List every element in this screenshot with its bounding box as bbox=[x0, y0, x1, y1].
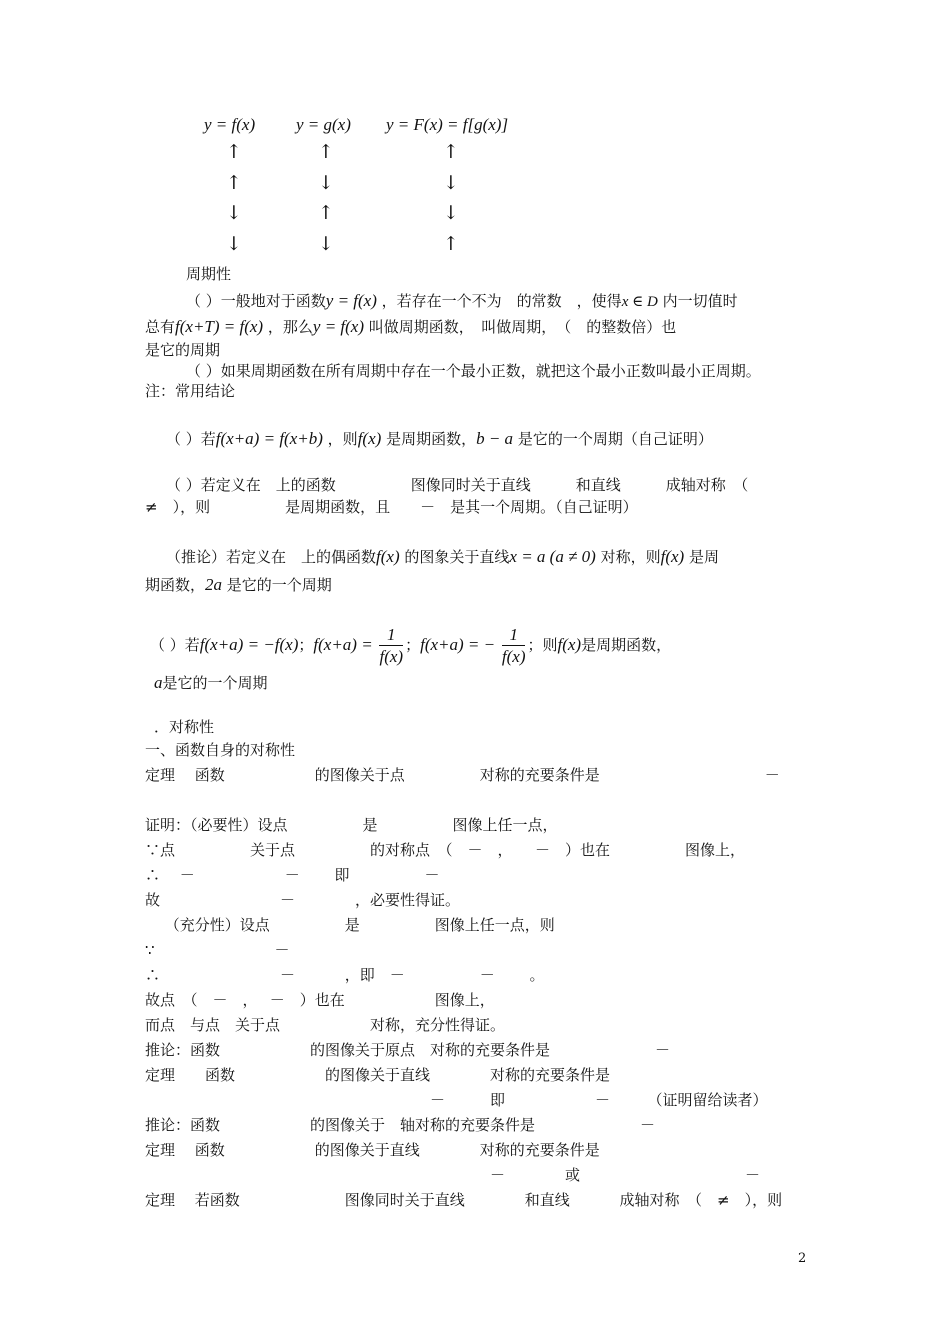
fraction bbox=[379, 625, 403, 668]
table-header-g: y = g(x) bbox=[296, 115, 351, 134]
text: （ ）一般地对于函数 bbox=[186, 292, 326, 310]
formula: x = a (a ≠ 0) bbox=[509, 547, 596, 566]
text: 叫做周期函数， 叫做周期， （ 的整数倍）也 bbox=[368, 318, 677, 336]
formula: f(x+a) = bbox=[313, 635, 373, 654]
conclusion-3 bbox=[166, 548, 719, 566]
formula: y = f(x) bbox=[325, 291, 377, 310]
text: （推论）若定义在 上的偶函数 bbox=[166, 548, 377, 566]
text: ； bbox=[298, 636, 314, 654]
arrow-icon: ↓ bbox=[443, 202, 459, 224]
text-line: 推论：函数 的图像关于 轴对称的充要条件是 － bbox=[145, 1116, 656, 1134]
text: 是周期函数， bbox=[581, 636, 672, 654]
text: （ ）若 bbox=[150, 636, 200, 654]
formula: x ∈ D bbox=[621, 294, 658, 310]
text-line: 定理 函数 的图像关于点 对称的充要条件是 － bbox=[145, 766, 780, 784]
text-line: ∵ － bbox=[145, 941, 290, 959]
text-line: 而点 与点 关于点 对称，充分性得证。 bbox=[145, 1016, 506, 1034]
text-line: 定理 若函数 图像同时关于直线 和直线 成轴对称 （ ≠ ），则 bbox=[145, 1191, 783, 1209]
arrow-icon: ↓ bbox=[318, 172, 334, 194]
arrow-icon: ↑ bbox=[226, 141, 242, 163]
conclusion-1 bbox=[166, 430, 713, 448]
formula: 2a bbox=[205, 575, 223, 594]
text-line: 一、函数自身的对称性 bbox=[145, 741, 296, 759]
conclusion-3-line-2 bbox=[145, 576, 332, 594]
text: 是它的一个周期 bbox=[162, 674, 268, 692]
arrow-icon: ↑ bbox=[443, 141, 459, 163]
numerator: 1 bbox=[502, 625, 526, 646]
arrow-icon: ↓ bbox=[226, 233, 242, 255]
text-line: 故 － ，必要性得证。 bbox=[145, 891, 461, 909]
text: ； bbox=[405, 636, 421, 654]
text: 是周期函数， bbox=[386, 430, 477, 448]
text-line: － 或 － bbox=[145, 1166, 761, 1184]
text: ，那么 bbox=[267, 318, 313, 336]
denominator: f(x) bbox=[379, 646, 404, 666]
formula: a bbox=[154, 673, 163, 692]
note-label: 注：常用结论 bbox=[145, 382, 236, 400]
table-header-F: y = F(x) = f[g(x)] bbox=[386, 115, 509, 134]
formula: f(x+a) = −f(x) bbox=[199, 635, 299, 654]
text: 对称，则 bbox=[600, 548, 661, 566]
numerator: 1 bbox=[379, 625, 403, 646]
paragraph-line bbox=[145, 318, 676, 336]
formula: f(x+a) = f(x+b) bbox=[215, 429, 323, 448]
conclusion-4-line-2 bbox=[154, 674, 268, 692]
formula: f(x) bbox=[660, 547, 685, 566]
paragraph-line: （ ）如果周期函数在所有周期中存在一个最小正数，就把这个最小正数叫最小正周期。 bbox=[186, 362, 761, 380]
fraction bbox=[502, 625, 526, 668]
formula: f(x+T) = f(x) bbox=[175, 317, 264, 336]
formula: f(x) bbox=[376, 547, 400, 566]
text: ，若存在一个不为 的常数 ，使得 bbox=[381, 292, 622, 310]
paragraph-line: 是它的周期 bbox=[145, 341, 221, 359]
conclusion-4 bbox=[150, 624, 671, 668]
formula: f(x) bbox=[557, 635, 582, 654]
arrow-icon: ↑ bbox=[443, 233, 459, 255]
text: ；则 bbox=[527, 636, 558, 654]
denominator: f(x) bbox=[501, 646, 526, 666]
text: ，则 bbox=[327, 430, 358, 448]
paragraph-line bbox=[186, 292, 738, 311]
text-line: ∵点 关于点 的对称点 （ － ， － ）也在 图像上， bbox=[145, 841, 746, 859]
arrow-icon: ↑ bbox=[318, 141, 334, 163]
formula: b − a bbox=[476, 429, 514, 448]
text: 是周 bbox=[689, 548, 720, 566]
text: 是它的一个周期（自己证明） bbox=[517, 430, 713, 448]
section-heading-periodicity: 周期性 bbox=[186, 265, 232, 283]
text: 内一切值时 bbox=[662, 292, 738, 310]
text-line: 证明：（必要性）设点 是 图像上任一点， bbox=[145, 816, 558, 834]
text-line: ∴ － － 即 － bbox=[145, 866, 440, 884]
arrow-icon: ↓ bbox=[226, 202, 242, 224]
arrow-icon: ↓ bbox=[443, 172, 459, 194]
text-line: 推论：函数 的图像关于原点 对称的充要条件是 － bbox=[145, 1041, 671, 1059]
section-heading-symmetry: ．对称性 bbox=[154, 718, 215, 736]
text-line: 故点 （ － ， － ）也在 图像上， bbox=[145, 991, 495, 1009]
conclusion-2-line-1: （ ）若定义在 上的函数 图像同时关于直线 和直线 成轴对称 （ bbox=[166, 476, 749, 494]
text: 是它的一个周期 bbox=[226, 576, 332, 594]
text-line: 定理 函数 的图像关于直线 对称的充要条件是 bbox=[145, 1141, 600, 1159]
formula: y = f(x) bbox=[312, 317, 365, 336]
formula: f(x) bbox=[357, 429, 382, 448]
table-header-f: y = f(x) bbox=[204, 115, 256, 134]
arrow-icon: ↑ bbox=[226, 172, 242, 194]
text-line: － 即 － （证明留给读者） bbox=[145, 1091, 768, 1109]
text-line: 定理 函数 的图像关于直线 对称的充要条件是 bbox=[145, 1066, 611, 1084]
arrow-icon: ↓ bbox=[318, 233, 334, 255]
page-number: 2 bbox=[798, 1251, 807, 1266]
arrow-icon: ↑ bbox=[318, 202, 334, 224]
text-line: ∴ － ，即 － － 。 bbox=[145, 966, 545, 984]
text: （ ）若 bbox=[166, 430, 216, 448]
formula: f(x+a) = − bbox=[420, 635, 496, 654]
text: 的图象关于直线 bbox=[404, 548, 510, 566]
conclusion-2-line-2: ≠ ），则 是周期函数，且 － 是其一个周期。（自己证明） bbox=[145, 498, 638, 516]
text-line: （充分性）设点 是 图像上任一点，则 bbox=[145, 916, 555, 934]
text: 期函数， bbox=[145, 576, 206, 594]
text: 总有 bbox=[145, 318, 176, 336]
